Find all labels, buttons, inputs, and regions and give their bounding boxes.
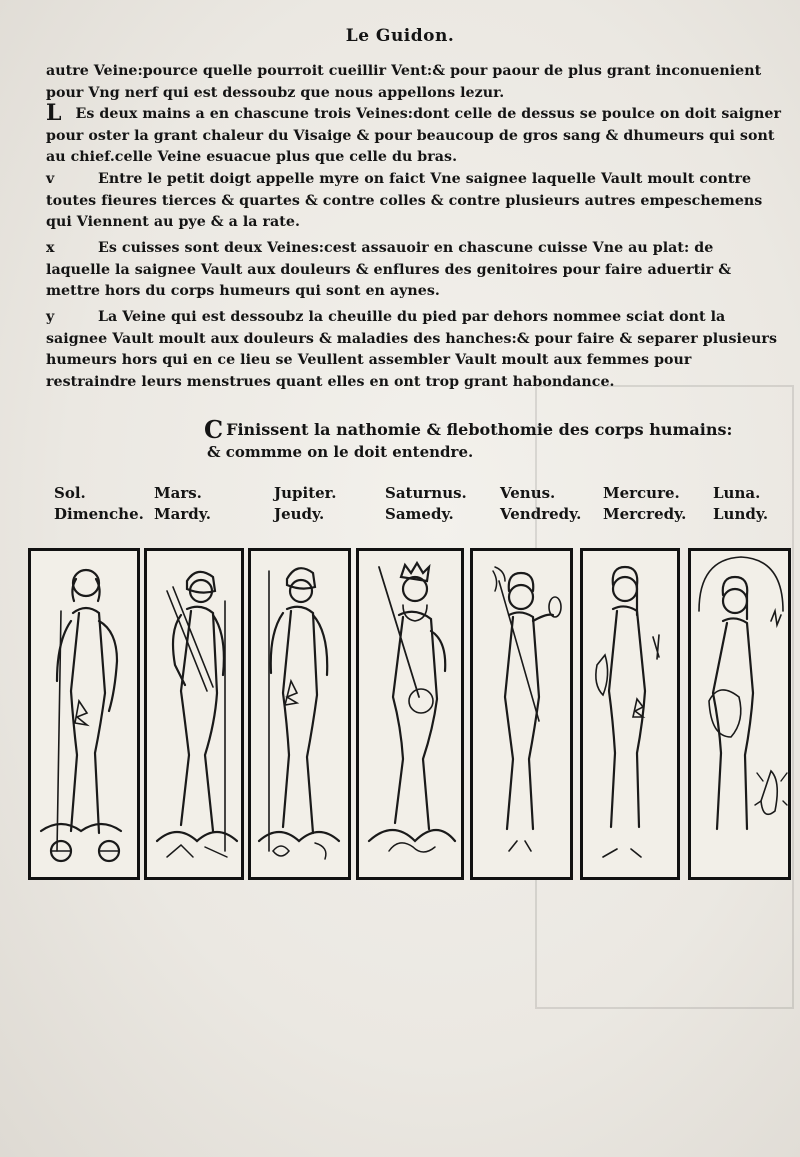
planet-name: Luna. bbox=[713, 484, 761, 502]
paragraph-4-text: Es cuisses sont deux Veines:cest assauoir en chascune cuisse Vne au plat: de laquelle la saignee Vault aux douleurs & enflures des genitoires pour faire aduertir & mettre hors du corps humeurs qui sont en aynes. bbox=[46, 240, 732, 299]
woodcut-luna bbox=[688, 548, 791, 880]
planet-name: Venus. bbox=[500, 484, 556, 502]
caption-jupiter bbox=[274, 483, 336, 525]
woodcut-mars bbox=[144, 548, 244, 880]
mercure-figure-illustration bbox=[583, 551, 677, 877]
planet-captions bbox=[0, 483, 800, 529]
paragraph-1 bbox=[46, 61, 781, 104]
weekday-name: Vendredy. bbox=[500, 505, 582, 523]
caption-saturnus bbox=[385, 483, 467, 525]
weekday-name: Mercredy. bbox=[603, 505, 687, 523]
paragraph-5-text: La Veine qui est dessoubz la cheuille du pied par dehors nommee sciat dont la saignee Vault moult aux douleurs & maladies des hanches:& pour faire & separer plusieurs humeurs hors qui en ce lieu se Veullent assembler Vault moult aux femmes pour restraindre leurs menstrues quant elles en ont trop grant habondance. bbox=[46, 309, 777, 390]
closing-heading bbox=[204, 415, 733, 444]
woodcut-saturnus bbox=[356, 548, 464, 880]
weekday-name: Mardy. bbox=[154, 505, 211, 523]
sol-figure-illustration bbox=[31, 551, 137, 877]
closing-heading-initial: C bbox=[204, 415, 224, 444]
planet-name: Sol. bbox=[54, 484, 86, 502]
venus-figure-illustration bbox=[473, 551, 570, 877]
caption-mars bbox=[154, 483, 211, 525]
paragraph-5-marker: y bbox=[46, 309, 55, 325]
woodcut-mercure bbox=[580, 548, 680, 880]
paragraph-2-text: Es deux mains a en chascune trois Veines:dont celle de dessus se poulce on doit saigner pour oster la grant chaleur du Visaige & pour beaucoup de gros sang & dhumeurs qui sont au chief.celle Veine esuacue plus que celle du bras. bbox=[46, 106, 781, 165]
planet-name: Mars. bbox=[154, 484, 202, 502]
woodcut-venus bbox=[470, 548, 573, 880]
caption-venus bbox=[500, 483, 581, 525]
caption-sol bbox=[54, 483, 144, 525]
paragraph-5 bbox=[46, 307, 781, 393]
closing-subheading: & commme on le doit entendre. bbox=[207, 443, 474, 461]
luna-figure-illustration bbox=[691, 551, 788, 877]
paragraph-3-text: Entre le petit doigt appelle myre on faict Vne saignee laquelle Vault moult contre toutes fieures tierces & quartes & contre colles & contre plusieurs autres empeschemens qui Viennent au pye & a la rate. bbox=[46, 171, 763, 230]
planet-name: Mercure. bbox=[603, 484, 680, 502]
paragraph-3-marker: v bbox=[46, 171, 55, 187]
woodcut-sol bbox=[28, 548, 140, 880]
caption-luna bbox=[713, 483, 768, 525]
paragraph-4 bbox=[46, 238, 781, 303]
paragraph-1-text: autre Veine:pource quelle pourroit cueillir Vent:& pour paour de plus grant inconuenient pour Vng nerf qui est dessoubz que nous appellons lezur. bbox=[46, 63, 762, 101]
weekday-name: Lundy. bbox=[713, 505, 769, 523]
saturnus-figure-illustration bbox=[359, 551, 461, 877]
paragraph-3 bbox=[46, 169, 781, 234]
weekday-name: Dimenche. bbox=[54, 505, 144, 523]
paragraph-2 bbox=[46, 100, 781, 169]
mars-figure-illustration bbox=[147, 551, 241, 877]
running-header: Le Guidon. bbox=[345, 26, 455, 46]
paragraph-4-marker: x bbox=[46, 240, 55, 256]
jupiter-figure-illustration bbox=[251, 551, 348, 877]
planet-name: Saturnus. bbox=[385, 484, 467, 502]
closing-heading-text: Finissent la nathomie & flebothomie des corps humains: bbox=[226, 420, 733, 439]
weekday-name: Samedy. bbox=[385, 505, 454, 523]
planet-name: Jupiter. bbox=[274, 484, 337, 502]
woodcut-jupiter bbox=[248, 548, 351, 880]
weekday-name: Jeudy. bbox=[274, 505, 325, 523]
caption-mercure bbox=[603, 483, 686, 525]
paragraph-2-initial: L bbox=[46, 100, 62, 126]
